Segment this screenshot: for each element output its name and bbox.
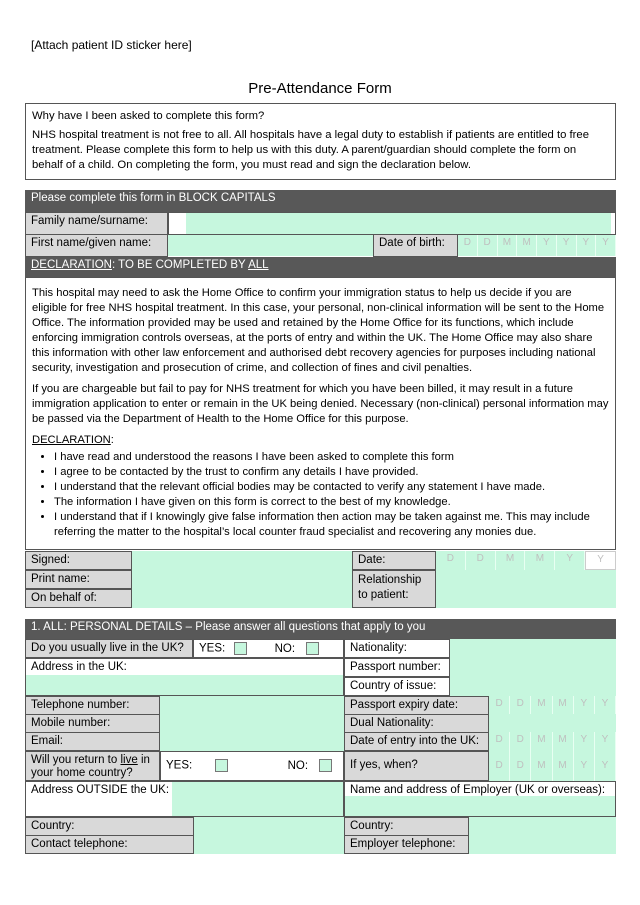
intro-question: Why have I been asked to complete this form? [32, 110, 265, 122]
employer-telephone-input[interactable] [469, 835, 616, 854]
declaration-item: • I have read and understood the reasons I have been asked to complete this form [54, 450, 609, 465]
country-input[interactable] [194, 817, 344, 836]
relationship-input[interactable] [436, 570, 616, 608]
entry-cell[interactable]: D [489, 732, 510, 751]
entry-cell[interactable]: M [553, 732, 574, 751]
entry-cell[interactable]: D [510, 732, 531, 751]
declaration-paragraph-2: If you are chargeable but fail to pay for NHS treatment for which you have been billed, it may result in a future immigration application to enter or remain in the UK being denied. Necessary (non-clinical) personal information may be passed via the Department of Health to the Home Office for this purpose. [32, 383, 609, 425]
nationality-label: Nationality: [344, 639, 450, 658]
address-uk-label: Address in the UK: [25, 658, 344, 696]
when-cell[interactable]: M [553, 751, 574, 781]
date-label: Date: [352, 551, 436, 570]
behalf-input[interactable] [132, 589, 352, 608]
address-uk-input[interactable] [26, 675, 343, 695]
family-name-input[interactable] [186, 213, 611, 234]
first-name-label: First name/given name: [25, 234, 168, 257]
return-home-label [25, 751, 160, 781]
country-issue-label: Country of issue: [344, 677, 450, 696]
declaration-header-all: ALL [248, 259, 269, 271]
declaration-paragraph-1: This hospital may need to ask the Home Office to confirm your immigration status to help us decide if you are eligible for free NHS hospital treatment. In this case, your personal, non-clinical information will be sent to the Home Office. The information provided may be used and retained by the Home Office for its functions, which include enforcing immigration controls overseas, at the ports of entry and within the UK. The Home Office may also share this information with other law enforcement and authorised debt recovery agencies for purposes including national security, investigation and prosecution of crime, and collection of fines and civil penalties. [32, 287, 605, 374]
block-caps-header: Please complete this form in BLOCK CAPITALS [25, 190, 616, 212]
live-uk-no-checkbox[interactable] [306, 642, 319, 655]
return-text-live: live [120, 754, 138, 766]
return-text-b: in your home country? [31, 754, 150, 779]
dob-cell[interactable]: D [458, 235, 478, 256]
relationship-label: Relationship to patient: [352, 570, 436, 608]
declaration-item: • The information I have given on this form is correct to the best of my knowledge. [54, 495, 609, 510]
page-title: Pre-Attendance Form [248, 80, 392, 97]
address-outside-input[interactable] [172, 782, 343, 816]
mobile-input[interactable] [160, 714, 344, 733]
personal-header-b: Please answer all questions that apply to you [195, 621, 426, 633]
return-home-options [160, 751, 344, 781]
date-cell[interactable]: M [525, 551, 555, 570]
dob-cell[interactable]: Y [537, 235, 557, 256]
dual-nationality-input[interactable] [489, 714, 616, 733]
entry-cell[interactable]: M [531, 732, 552, 751]
dual-nationality-label: Dual Nationality: [344, 714, 489, 733]
intro-box [25, 103, 616, 180]
when-label: If yes, when? [344, 751, 489, 781]
declaration-header-middle: : TO BE COMPLETED BY [111, 259, 249, 271]
personal-header-a: 1. ALL: PERSONAL DETAILS – [31, 621, 196, 633]
return-yes-checkbox[interactable] [215, 759, 228, 772]
declaration-label-word: DECLARATION [32, 434, 111, 446]
declaration-item: • I understand that if I knowingly give false information then action may be taken against me. This may include referring the matter to the hospital’s local counter fraud specialist and recovering any monies due. [54, 510, 609, 540]
employer-country-label: Country: [344, 817, 469, 836]
contact-telephone-label: Contact telephone: [25, 835, 194, 854]
return-no-checkbox[interactable] [319, 759, 332, 772]
live-uk-options [193, 639, 344, 658]
when-cell[interactable]: M [531, 751, 552, 781]
passport-expiry-label: Passport expiry date: [344, 696, 489, 715]
entry-cell[interactable]: Y [595, 732, 616, 751]
live-uk-yes-checkbox[interactable] [234, 642, 247, 655]
country-label: Country: [25, 817, 194, 836]
when-cell[interactable]: Y [574, 751, 595, 781]
expiry-cell[interactable]: D [489, 696, 510, 715]
date-cell[interactable]: Y [555, 551, 585, 570]
passport-expiry-input[interactable] [489, 696, 616, 715]
patient-sticker-note: [Attach patient ID sticker here] [31, 38, 192, 52]
address-outside-label: Address OUTSIDE the UK: [25, 781, 344, 817]
expiry-cell[interactable]: D [510, 696, 531, 715]
declaration-body [25, 277, 616, 550]
entry-date-input[interactable] [489, 732, 616, 751]
declaration-item: • I agree to be contacted by the trust to confirm any details I have provided. [54, 465, 609, 480]
signed-label: Signed: [25, 551, 132, 570]
dob-cell[interactable]: Y [577, 235, 597, 256]
nationality-input[interactable] [450, 639, 616, 658]
declaration-list [32, 450, 609, 540]
dob-cell[interactable]: D [478, 235, 498, 256]
when-cell[interactable]: D [489, 751, 510, 781]
date-cell[interactable]: D [466, 551, 496, 570]
return-yes-label: YES: [166, 759, 193, 772]
entry-cell[interactable]: Y [574, 732, 595, 751]
date-input[interactable] [436, 551, 616, 570]
expiry-cell[interactable]: M [553, 696, 574, 715]
email-input[interactable] [160, 732, 344, 751]
dob-label: Date of birth: [373, 234, 458, 257]
telephone-input[interactable] [160, 696, 344, 715]
intro-body: NHS hospital treatment is not free to all. All hospitals have a legal duty to establish if patients are entitled to free treatment. Please complete this form to help us with this duty. A parent/guardian should complete the form on behalf of a child. On completing the form, you must read and sign the declaration below. [32, 129, 589, 171]
dob-cell[interactable]: M [498, 235, 518, 256]
expiry-cell[interactable]: Y [574, 696, 595, 715]
live-uk-no-label: NO: [274, 642, 296, 655]
when-cell[interactable]: D [510, 751, 531, 781]
email-label: Email: [25, 732, 160, 751]
declaration-label [32, 433, 609, 448]
passport-number-label: Passport number: [344, 658, 450, 677]
dob-cell[interactable]: Y [557, 235, 577, 256]
employer-label: Name and address of Employer (UK or overseas): [344, 781, 616, 817]
mobile-label: Mobile number: [25, 714, 160, 733]
print-name-input[interactable] [132, 570, 352, 589]
dob-cell[interactable]: Y [596, 235, 616, 256]
live-uk-label: Do you usually live in the UK? [25, 639, 193, 658]
contact-telephone-input[interactable] [194, 835, 344, 854]
declaration-header-word: DECLARATION [31, 259, 112, 271]
when-cell[interactable]: Y [595, 751, 616, 781]
declaration-label-colon: : [110, 434, 114, 446]
declaration-header [25, 257, 616, 278]
return-text-a: Will you return to [31, 754, 121, 766]
expiry-cell[interactable]: M [531, 696, 552, 715]
when-input[interactable] [489, 751, 616, 781]
date-cell[interactable]: Y [585, 551, 616, 570]
declaration-item: • I understand that the relevant official bodies may be contacted to verify any statement I have made. [54, 480, 609, 495]
print-name-label: Print name: [25, 570, 132, 589]
employer-telephone-label: Employer telephone: [344, 835, 469, 854]
telephone-label: Telephone number: [25, 696, 160, 715]
country-issue-input[interactable] [450, 677, 616, 696]
live-uk-yes-label: YES: [199, 642, 226, 655]
expiry-cell[interactable]: Y [595, 696, 616, 715]
personal-details-header [25, 619, 616, 639]
behalf-label: On behalf of: [25, 589, 132, 608]
dob-cell[interactable]: M [517, 235, 537, 256]
family-name-label: Family name/surname: [25, 212, 168, 235]
entry-date-label: Date of entry into the UK: [344, 732, 489, 751]
employer-input[interactable] [345, 796, 615, 816]
first-name-input[interactable] [168, 235, 373, 256]
passport-number-input[interactable] [450, 658, 616, 677]
return-no-label: NO: [287, 759, 309, 772]
signed-input[interactable] [132, 551, 352, 570]
date-cell[interactable]: D [436, 551, 466, 570]
date-cell[interactable]: M [496, 551, 526, 570]
employer-country-input[interactable] [469, 817, 616, 836]
dob-input[interactable] [458, 235, 616, 256]
